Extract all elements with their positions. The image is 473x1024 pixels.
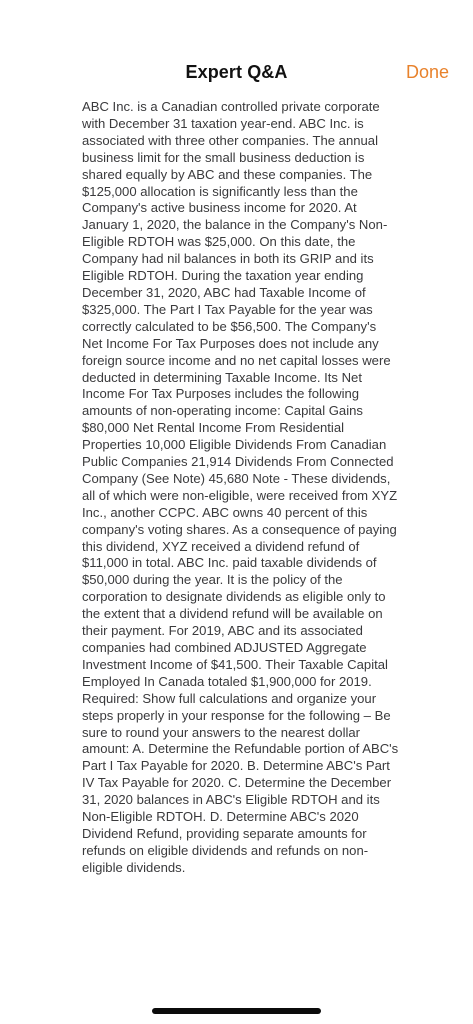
home-indicator[interactable] <box>152 1008 321 1014</box>
question-text: ABC Inc. is a Canadian controlled private corporate with December 31 taxation year-end. ABC Inc. is associated with three other companies. The annual business limit for the small business deduction is shared equally by ABC and these companies. The $125,000 allocation is significantly less than the Company's active business income for 2020. At January 1, 2020, the balance in the Company's Non-Eligible RDTOH was $25,000. On this date, the Company had nil balances in both its GRIP and its Eligible RDTOH. During the taxation year ending December 31, 2020, ABC had Taxable Income of $325,000. The Part I Tax Payable for the year was correctly calculated to be $56,500. The Company's Net Income For Tax Purposes does not include any foreign source income and no net capital losses were deducted in determining Taxable Income. Its Net Income For Tax Purposes includes the following amounts of non-operating income: Capital Gains $80,000 Net Rental Income From Residential Properties 10,000 Eligible Dividends From Canadian Public Companies 21,914 Dividends From Connected Company (See Note) 45,680 Note - These dividends, all of which were non-eligible, were received from XYZ Inc., another CCPC. ABC owns 40 percent of this company's voting shares. As a consequence of paying this dividend, XYZ received a dividend refund of $11,000 in total. ABC Inc. paid taxable dividends of $50,000 during the year. It is the policy of the corporation to designate dividends as eligible only to the extent that a dividend refund will be available on their payment. For 2019, ABC and its associated companies had combined ADJUSTED Aggregate Investment Income of $41,500. Their Taxable Capital Employed In Canada totaled $1,900,000 for 2019. Required: Show full calculations and organize your steps properly in your response for the following – Be sure to round your answers to the nearest dollar amount: A. Determine the Refundable portion of ABC's Part I Tax Payable for 2020. B. Determine ABC's Part IV Tax Payable for 2020. C. Determine the December 31, 2020 balances in ABC's Eligible RDTOH and its Non-Eligible RDTOH. D. Determine ABC's 2020 Dividend Refund, providing separate amounts for refunds on eligible dividends and refunds on non-eligible dividends. <box>82 99 399 875</box>
page-title: Expert Q&A <box>185 62 288 82</box>
done-button[interactable]: Done <box>405 62 449 82</box>
navigation-bar <box>0 0 473 110</box>
